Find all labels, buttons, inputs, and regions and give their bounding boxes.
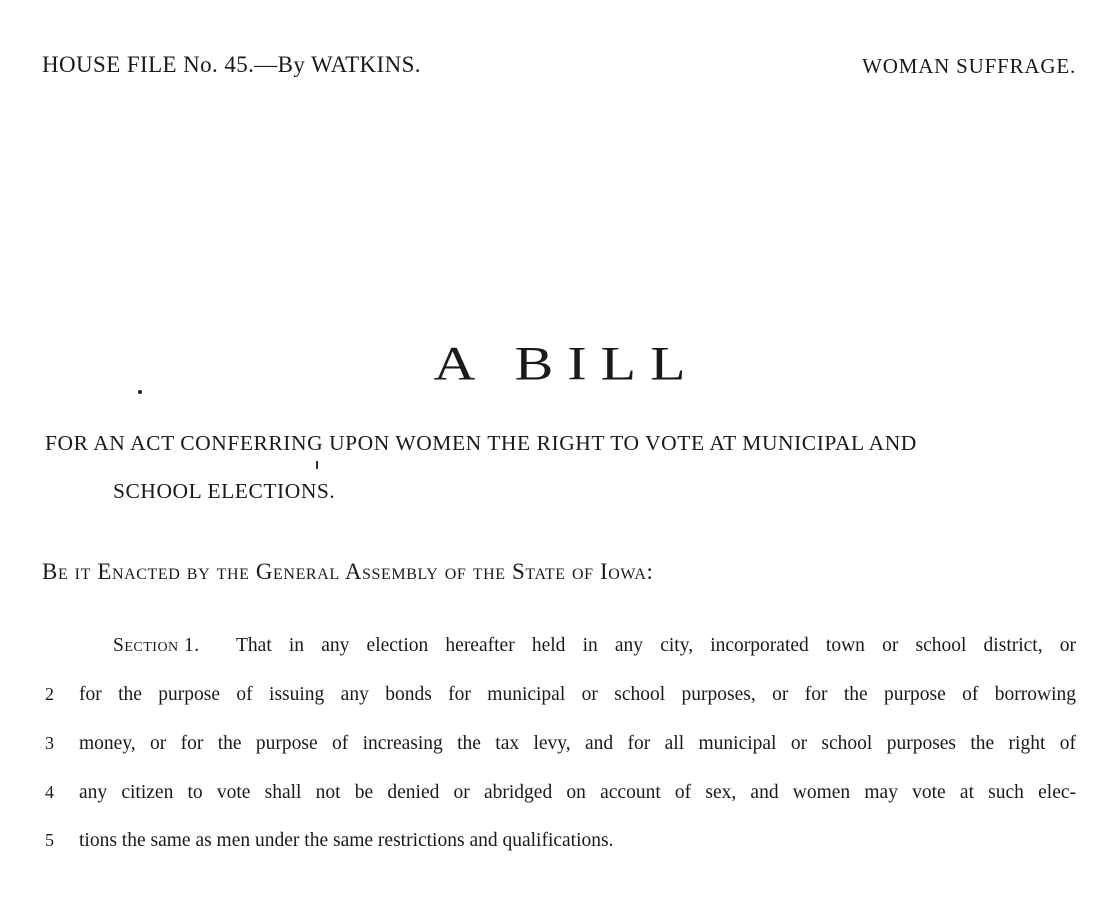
act-title-line-1: FOR AN ACT CONFERRING UPON WOMEN THE RIGHT TO VOTE AT MUNICIPAL AND <box>45 431 917 455</box>
section-label: Section 1. <box>113 635 200 656</box>
section-line-text: any citizen to vote shall not be denied or abridged on account of sex, and women may vote at such elec- <box>79 782 1076 803</box>
house-file-header: HOUSE FILE No. 45.—By WATKINS. <box>42 52 421 77</box>
act-title-line-2: SCHOOL ELECTIONS. <box>113 479 336 503</box>
enacting-clause: Be it Enacted by the General Assembly of the State of Iowa: <box>42 559 654 584</box>
section-line-text: That in any election hereafter held in any city, incorporated town or school district, or <box>236 635 1076 656</box>
line-number: 4 <box>45 782 54 802</box>
section-line <box>0 635 1119 663</box>
section-line <box>0 684 1119 712</box>
section-line-text: for the purpose of issuing any bonds for municipal or school purposes, or for the purpose of borrowing <box>79 684 1076 705</box>
line-number: 3 <box>45 733 54 753</box>
section-line-text: money, or for the purpose of increasing the tax levy, and for all municipal or school purposes the right of <box>79 733 1076 754</box>
section-line <box>0 830 1119 858</box>
line-number: 5 <box>45 830 54 850</box>
line-number: 2 <box>45 684 54 704</box>
section-line <box>0 733 1119 761</box>
bill-title: A BILL <box>433 336 700 391</box>
print-mark <box>316 461 318 469</box>
section-line-text: tions the same as men under the same restrictions and qualifications. <box>79 830 614 851</box>
section-line <box>0 782 1119 810</box>
topic-header: WOMAN SUFFRAGE. <box>862 54 1076 78</box>
